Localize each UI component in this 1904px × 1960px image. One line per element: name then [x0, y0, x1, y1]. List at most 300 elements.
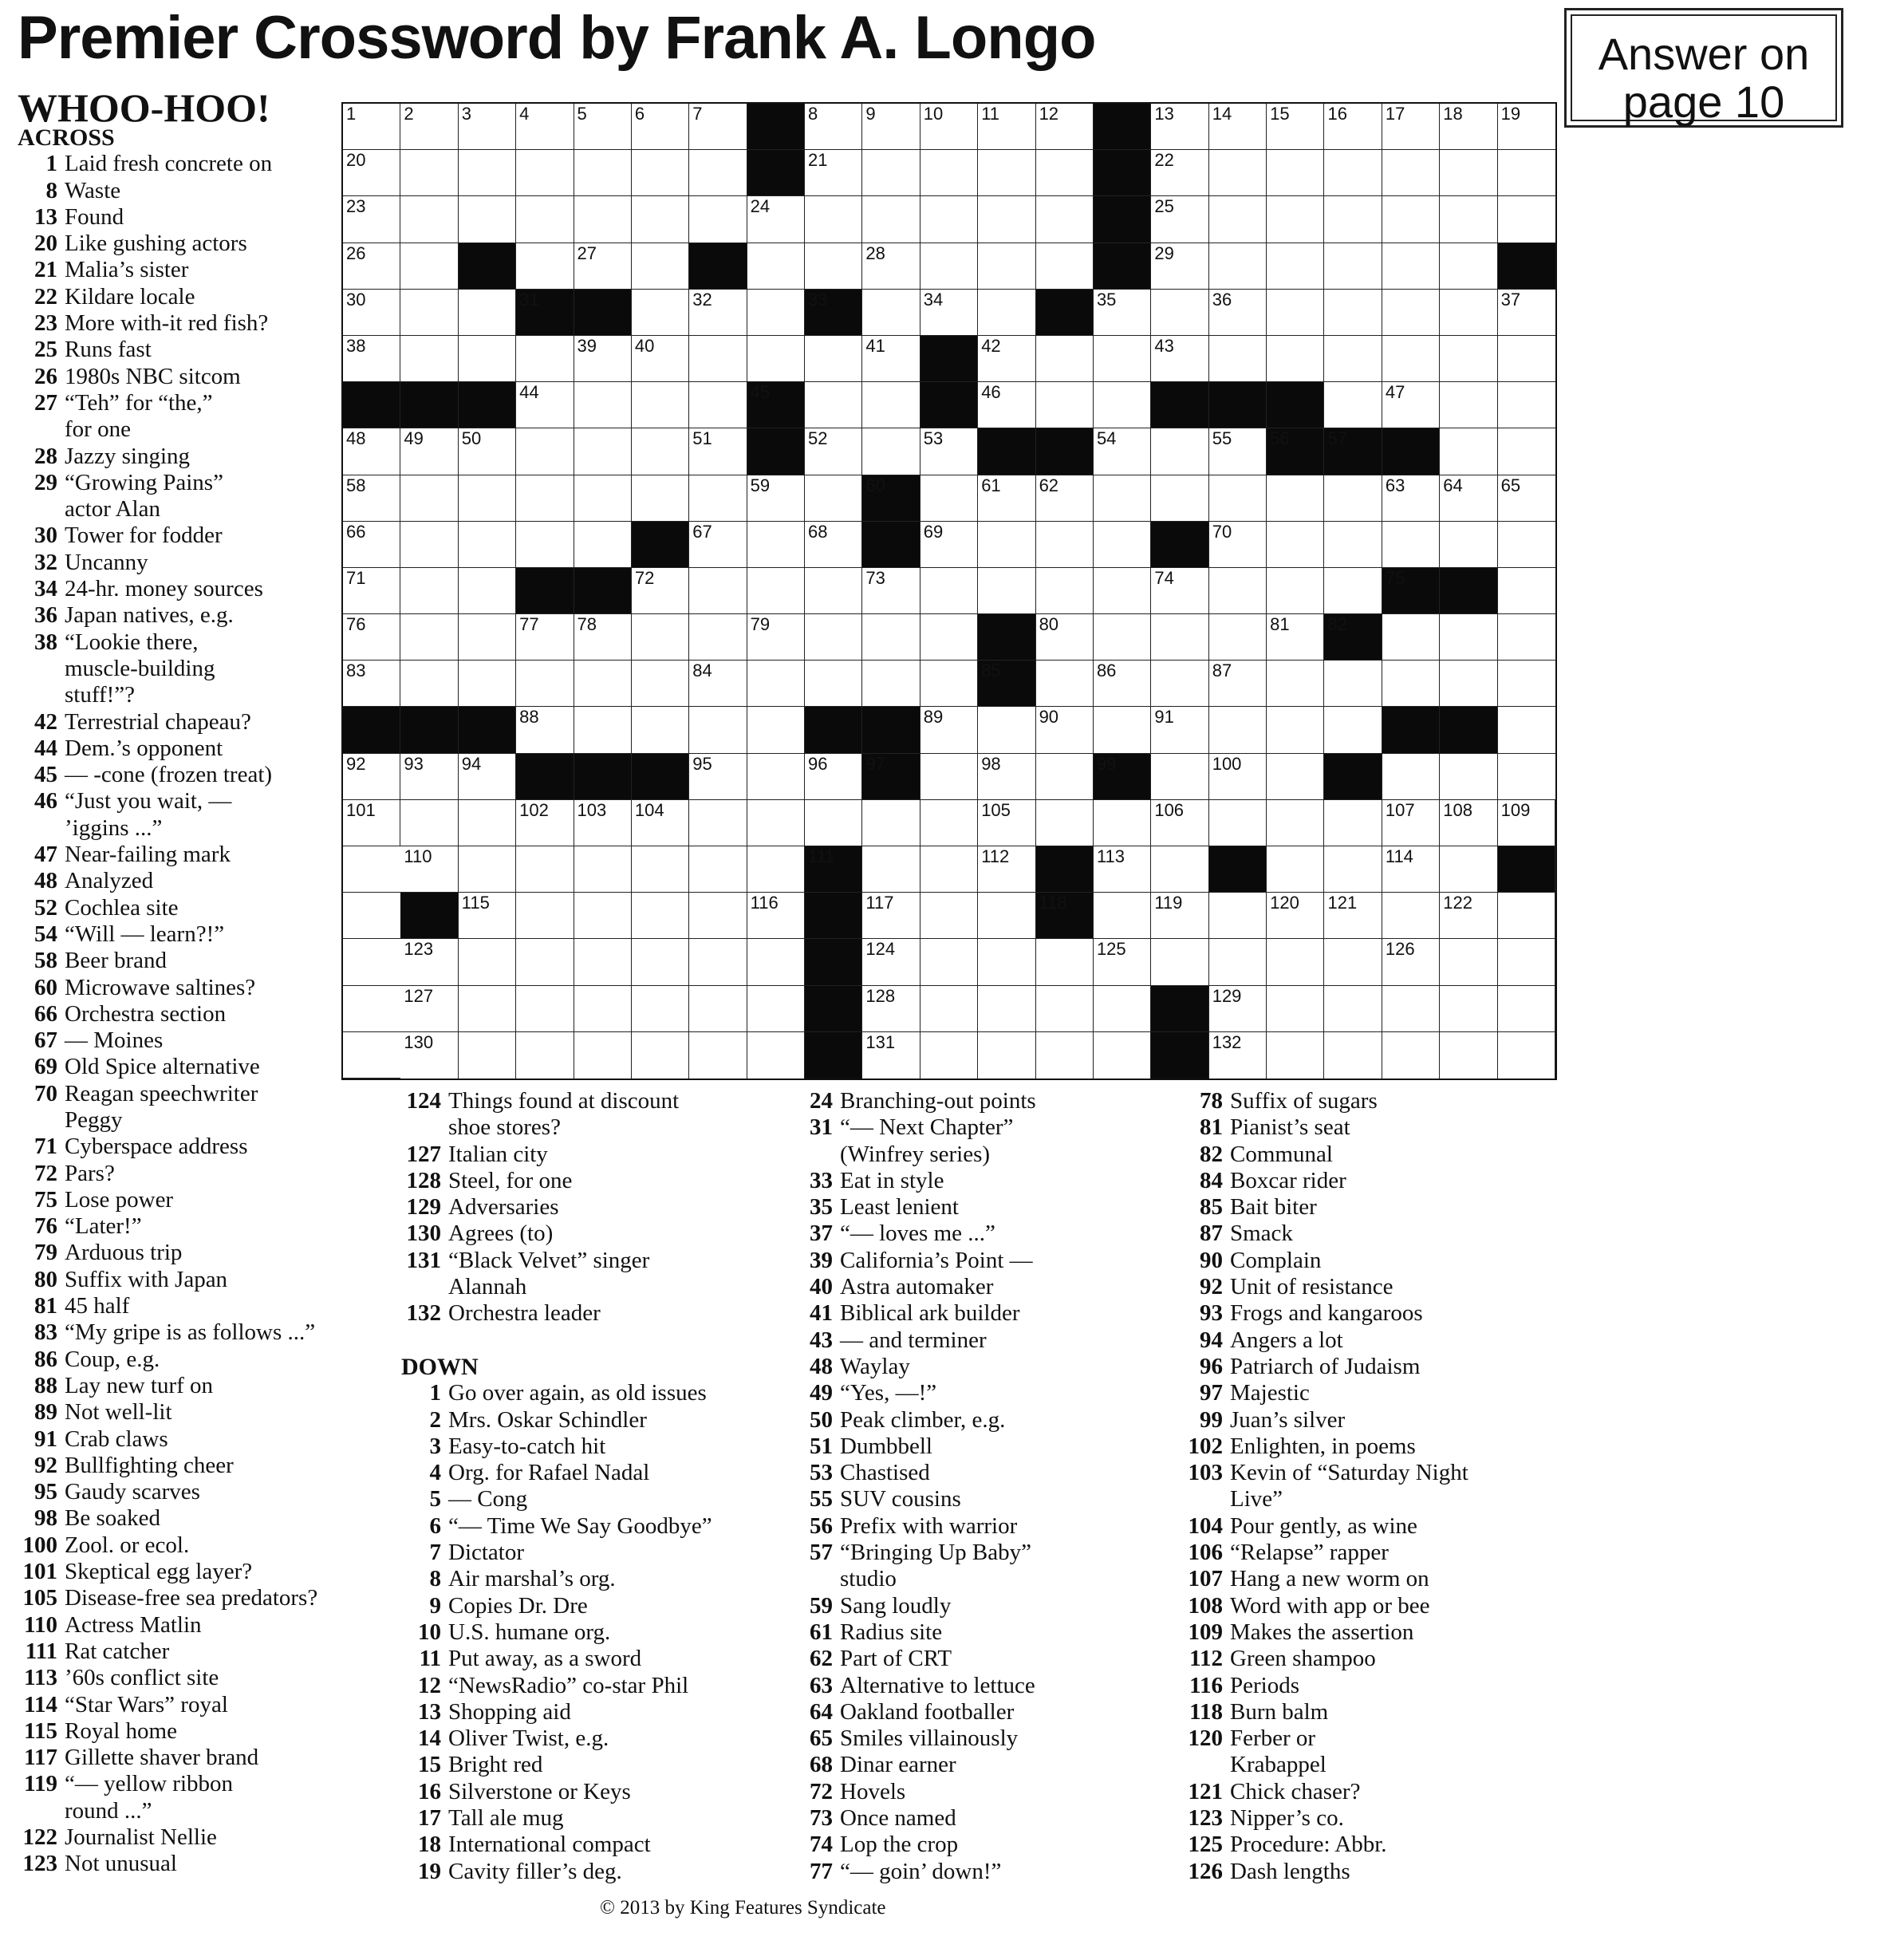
grid-cell[interactable] — [516, 1032, 574, 1079]
grid-cell[interactable] — [1382, 150, 1440, 196]
grid-cell[interactable] — [1324, 104, 1382, 150]
grid-cell[interactable] — [1151, 754, 1208, 800]
grid-cell[interactable] — [632, 104, 689, 150]
grid-cell[interactable] — [1382, 800, 1440, 846]
grid-cell[interactable] — [978, 243, 1035, 290]
grid-cell[interactable] — [1094, 336, 1151, 382]
grid-cell[interactable] — [632, 614, 689, 661]
grid-cell[interactable] — [1267, 150, 1324, 196]
grid-cell[interactable] — [343, 336, 400, 382]
grid-cell[interactable] — [1440, 428, 1497, 475]
grid-cell[interactable] — [862, 428, 920, 475]
grid-cell[interactable] — [1267, 614, 1324, 661]
grid-cell[interactable] — [689, 939, 747, 985]
grid-cell[interactable] — [516, 893, 574, 939]
grid-cell[interactable] — [459, 800, 516, 846]
grid-cell[interactable] — [920, 243, 978, 290]
grid-cell[interactable] — [632, 475, 689, 522]
grid-cell[interactable] — [1209, 336, 1267, 382]
grid-cell[interactable] — [1036, 707, 1094, 753]
grid-cell[interactable] — [343, 986, 400, 1032]
grid-cell[interactable] — [632, 243, 689, 290]
grid-cell[interactable] — [459, 1032, 516, 1079]
grid-cell[interactable] — [1440, 846, 1497, 893]
grid-cell[interactable] — [978, 196, 1035, 243]
grid-cell[interactable] — [574, 614, 632, 661]
grid-cell[interactable] — [1036, 243, 1094, 290]
grid-cell[interactable] — [1094, 846, 1151, 893]
grid-cell[interactable] — [574, 243, 632, 290]
grid-cell[interactable] — [978, 475, 1035, 522]
grid-cell[interactable] — [1498, 754, 1555, 800]
grid-cell[interactable] — [459, 475, 516, 522]
grid-cell[interactable] — [459, 522, 516, 568]
grid-cell[interactable] — [1036, 522, 1094, 568]
grid-cell[interactable] — [1267, 196, 1324, 243]
grid-cell[interactable] — [1151, 707, 1208, 753]
grid-cell[interactable] — [862, 661, 920, 707]
grid-cell[interactable] — [1036, 382, 1094, 428]
grid-cell[interactable] — [1267, 754, 1324, 800]
grid-cell[interactable] — [920, 986, 978, 1032]
grid-cell[interactable] — [978, 104, 1035, 150]
grid-cell[interactable] — [1036, 150, 1094, 196]
grid-cell[interactable] — [862, 104, 920, 150]
grid-cell[interactable] — [689, 661, 747, 707]
grid-cell[interactable] — [1498, 336, 1555, 382]
grid-cell[interactable] — [747, 846, 805, 893]
grid-cell[interactable] — [459, 893, 516, 939]
grid-cell[interactable] — [1209, 614, 1267, 661]
grid-cell[interactable] — [516, 800, 574, 846]
grid-cell[interactable] — [862, 150, 920, 196]
grid-cell[interactable] — [689, 846, 747, 893]
grid-cell[interactable] — [920, 196, 978, 243]
grid-cell[interactable] — [920, 846, 978, 893]
grid-cell[interactable] — [862, 986, 920, 1032]
grid-cell[interactable] — [747, 800, 805, 846]
grid-cell[interactable] — [516, 104, 574, 150]
grid-cell[interactable] — [459, 428, 516, 475]
grid-cell[interactable] — [747, 614, 805, 661]
grid-cell[interactable] — [1036, 336, 1094, 382]
grid-cell[interactable] — [1382, 104, 1440, 150]
grid-cell[interactable] — [978, 846, 1035, 893]
grid-cell[interactable] — [1498, 986, 1555, 1032]
grid-cell[interactable] — [400, 800, 458, 846]
grid-cell[interactable] — [632, 846, 689, 893]
grid-cell[interactable] — [1036, 661, 1094, 707]
grid-cell[interactable] — [1209, 661, 1267, 707]
grid-cell[interactable] — [516, 382, 574, 428]
grid-cell[interactable] — [920, 661, 978, 707]
grid-cell[interactable] — [689, 428, 747, 475]
grid-cell[interactable] — [978, 893, 1035, 939]
grid-cell[interactable] — [1094, 522, 1151, 568]
grid-cell[interactable] — [689, 522, 747, 568]
grid-cell[interactable] — [1036, 475, 1094, 522]
grid-cell[interactable] — [632, 939, 689, 985]
grid-cell[interactable] — [978, 939, 1035, 985]
grid-cell[interactable] — [574, 986, 632, 1032]
grid-cell[interactable] — [459, 336, 516, 382]
grid-cell[interactable] — [574, 1032, 632, 1079]
grid-cell[interactable] — [1324, 150, 1382, 196]
grid-cell[interactable] — [574, 707, 632, 753]
grid-cell[interactable] — [400, 290, 458, 336]
grid-cell[interactable] — [1498, 290, 1555, 336]
grid-cell[interactable] — [1094, 290, 1151, 336]
grid-cell[interactable] — [1094, 475, 1151, 522]
grid-cell[interactable] — [862, 290, 920, 336]
grid-cell[interactable] — [1498, 661, 1555, 707]
grid-cell[interactable] — [747, 707, 805, 753]
grid-cell[interactable] — [689, 104, 747, 150]
grid-cell[interactable] — [1151, 428, 1208, 475]
grid-cell[interactable] — [459, 754, 516, 800]
grid-cell[interactable] — [747, 568, 805, 614]
grid-cell[interactable] — [1440, 986, 1497, 1032]
grid-cell[interactable] — [689, 893, 747, 939]
grid-cell[interactable] — [1151, 614, 1208, 661]
grid-cell[interactable] — [1151, 243, 1208, 290]
grid-cell[interactable] — [747, 1032, 805, 1079]
grid-cell[interactable] — [1498, 614, 1555, 661]
grid-cell[interactable] — [1498, 707, 1555, 753]
grid-cell[interactable] — [1267, 707, 1324, 753]
grid-cell[interactable] — [920, 522, 978, 568]
grid-cell[interactable] — [516, 522, 574, 568]
grid-cell[interactable] — [632, 196, 689, 243]
grid-cell[interactable] — [343, 893, 400, 939]
grid-cell[interactable] — [400, 428, 458, 475]
grid-cell[interactable] — [1440, 800, 1497, 846]
grid-cell[interactable] — [805, 522, 862, 568]
grid-cell[interactable] — [516, 846, 574, 893]
grid-cell[interactable] — [747, 290, 805, 336]
grid-cell[interactable] — [1209, 939, 1267, 985]
grid-cell[interactable] — [1324, 522, 1382, 568]
grid-cell[interactable] — [1151, 800, 1208, 846]
grid-cell[interactable] — [689, 475, 747, 522]
grid-cell[interactable] — [574, 800, 632, 846]
grid-cell[interactable] — [343, 568, 400, 614]
grid-cell[interactable] — [805, 382, 862, 428]
grid-cell[interactable] — [1209, 475, 1267, 522]
grid-cell[interactable] — [1440, 475, 1497, 522]
grid-cell[interactable] — [1094, 382, 1151, 428]
grid-cell[interactable] — [1267, 290, 1324, 336]
grid-cell[interactable] — [1036, 800, 1094, 846]
grid-cell[interactable] — [1440, 893, 1497, 939]
grid-cell[interactable] — [1440, 1032, 1497, 1079]
grid-cell[interactable] — [343, 661, 400, 707]
grid-cell[interactable] — [1267, 939, 1324, 985]
grid-cell[interactable] — [1209, 754, 1267, 800]
grid-cell[interactable] — [1094, 800, 1151, 846]
grid-cell[interactable] — [1036, 754, 1094, 800]
grid-cell[interactable] — [1036, 939, 1094, 985]
grid-cell[interactable] — [805, 800, 862, 846]
grid-cell[interactable] — [1440, 382, 1497, 428]
grid-cell[interactable] — [920, 475, 978, 522]
grid-cell[interactable] — [1267, 568, 1324, 614]
grid-cell[interactable] — [516, 614, 574, 661]
grid-cell[interactable] — [1151, 661, 1208, 707]
grid-cell[interactable] — [516, 661, 574, 707]
grid-cell[interactable] — [1094, 986, 1151, 1032]
grid-cell[interactable] — [805, 475, 862, 522]
grid-cell[interactable] — [574, 846, 632, 893]
grid-cell[interactable] — [747, 475, 805, 522]
grid-cell[interactable] — [632, 986, 689, 1032]
grid-cell[interactable] — [920, 614, 978, 661]
grid-cell[interactable] — [343, 475, 400, 522]
grid-cell[interactable] — [1267, 336, 1324, 382]
grid-cell[interactable] — [1267, 800, 1324, 846]
grid-cell[interactable] — [1440, 243, 1497, 290]
grid-cell[interactable] — [978, 800, 1035, 846]
grid-cell[interactable] — [920, 290, 978, 336]
grid-cell[interactable] — [1440, 661, 1497, 707]
grid-cell[interactable] — [1151, 336, 1208, 382]
grid-cell[interactable] — [1209, 1032, 1267, 1079]
grid-cell[interactable] — [978, 290, 1035, 336]
grid-cell[interactable] — [343, 1032, 400, 1079]
grid-cell[interactable] — [1382, 382, 1440, 428]
grid-cell[interactable] — [978, 522, 1035, 568]
grid-cell[interactable] — [1209, 800, 1267, 846]
grid-cell[interactable] — [1498, 196, 1555, 243]
grid-cell[interactable] — [920, 568, 978, 614]
grid-cell[interactable] — [1440, 196, 1497, 243]
grid-cell[interactable] — [978, 986, 1035, 1032]
grid-cell[interactable] — [1440, 522, 1497, 568]
grid-cell[interactable] — [1151, 893, 1208, 939]
grid-cell[interactable] — [516, 475, 574, 522]
grid-cell[interactable] — [862, 243, 920, 290]
grid-cell[interactable] — [747, 986, 805, 1032]
grid-cell[interactable] — [1094, 939, 1151, 985]
grid-cell[interactable] — [1324, 661, 1382, 707]
grid-cell[interactable] — [805, 614, 862, 661]
grid-cell[interactable] — [978, 336, 1035, 382]
grid-cell[interactable] — [400, 336, 458, 382]
grid-cell[interactable] — [1498, 150, 1555, 196]
grid-cell[interactable] — [574, 893, 632, 939]
grid-cell[interactable] — [1094, 893, 1151, 939]
grid-cell[interactable] — [459, 846, 516, 893]
grid-cell[interactable] — [516, 707, 574, 753]
grid-cell[interactable] — [747, 522, 805, 568]
grid-cell[interactable] — [1382, 754, 1440, 800]
grid-cell[interactable] — [1382, 661, 1440, 707]
grid-cell[interactable] — [516, 939, 574, 985]
grid-cell[interactable] — [400, 614, 458, 661]
grid-cell[interactable] — [689, 614, 747, 661]
grid-cell[interactable] — [574, 939, 632, 985]
grid-cell[interactable] — [632, 382, 689, 428]
grid-cell[interactable] — [1382, 986, 1440, 1032]
grid-cell[interactable] — [516, 428, 574, 475]
grid-cell[interactable] — [862, 846, 920, 893]
grid-cell[interactable] — [1324, 707, 1382, 753]
grid-cell[interactable] — [516, 150, 574, 196]
grid-cell[interactable] — [689, 290, 747, 336]
grid-cell[interactable] — [978, 382, 1035, 428]
grid-cell[interactable] — [1267, 661, 1324, 707]
grid-cell[interactable] — [574, 104, 632, 150]
grid-cell[interactable] — [1267, 522, 1324, 568]
grid-cell[interactable] — [1267, 986, 1324, 1032]
grid-cell[interactable] — [632, 1032, 689, 1079]
grid-cell[interactable] — [1036, 196, 1094, 243]
grid-cell[interactable] — [862, 382, 920, 428]
grid-cell[interactable] — [1382, 893, 1440, 939]
grid-cell[interactable] — [1498, 428, 1555, 475]
grid-cell[interactable] — [632, 290, 689, 336]
grid-cell[interactable] — [1209, 243, 1267, 290]
grid-cell[interactable] — [862, 196, 920, 243]
grid-cell[interactable] — [1151, 196, 1208, 243]
grid-cell[interactable] — [1094, 428, 1151, 475]
grid-cell[interactable] — [689, 150, 747, 196]
grid-cell[interactable] — [1151, 475, 1208, 522]
grid-cell[interactable] — [632, 893, 689, 939]
grid-cell[interactable] — [1382, 846, 1440, 893]
grid-cell[interactable] — [1498, 568, 1555, 614]
grid-cell[interactable] — [1209, 707, 1267, 753]
grid-cell[interactable] — [920, 893, 978, 939]
grid-cell[interactable] — [920, 939, 978, 985]
grid-cell[interactable] — [1036, 568, 1094, 614]
grid-cell[interactable] — [747, 243, 805, 290]
grid-cell[interactable] — [1209, 893, 1267, 939]
grid-cell[interactable] — [920, 800, 978, 846]
grid-cell[interactable] — [1267, 104, 1324, 150]
grid-cell[interactable] — [978, 150, 1035, 196]
grid-cell[interactable] — [920, 150, 978, 196]
grid-cell[interactable] — [632, 336, 689, 382]
grid-cell[interactable] — [689, 754, 747, 800]
grid-cell[interactable] — [1151, 846, 1208, 893]
grid-cell[interactable] — [574, 336, 632, 382]
grid-cell[interactable] — [632, 800, 689, 846]
grid-cell[interactable] — [1382, 196, 1440, 243]
grid-cell[interactable] — [1036, 614, 1094, 661]
grid-cell[interactable] — [1267, 475, 1324, 522]
grid-cell[interactable] — [343, 243, 400, 290]
grid-cell[interactable] — [1209, 150, 1267, 196]
grid-cell[interactable] — [400, 754, 458, 800]
grid-cell[interactable] — [862, 939, 920, 985]
grid-cell[interactable] — [920, 707, 978, 753]
grid-cell[interactable] — [516, 243, 574, 290]
grid-cell[interactable] — [805, 243, 862, 290]
grid-cell[interactable] — [574, 382, 632, 428]
grid-cell[interactable] — [862, 1032, 920, 1079]
grid-cell[interactable] — [459, 939, 516, 985]
grid-cell[interactable] — [459, 196, 516, 243]
grid-cell[interactable] — [805, 568, 862, 614]
grid-cell[interactable] — [1267, 846, 1324, 893]
grid-cell[interactable] — [400, 846, 458, 893]
grid-cell[interactable] — [1209, 104, 1267, 150]
grid-cell[interactable] — [632, 707, 689, 753]
grid-cell[interactable] — [1324, 475, 1382, 522]
grid-cell[interactable] — [400, 243, 458, 290]
grid-cell[interactable] — [343, 196, 400, 243]
grid-cell[interactable] — [400, 568, 458, 614]
grid-cell[interactable] — [574, 196, 632, 243]
grid-cell[interactable] — [400, 939, 458, 985]
grid-cell[interactable] — [574, 475, 632, 522]
grid-cell[interactable] — [400, 150, 458, 196]
grid-cell[interactable] — [920, 1032, 978, 1079]
grid-cell[interactable] — [978, 707, 1035, 753]
grid-cell[interactable] — [1498, 800, 1555, 846]
grid-cell[interactable] — [1382, 475, 1440, 522]
grid-cell[interactable] — [1094, 568, 1151, 614]
grid-cell[interactable] — [1267, 1032, 1324, 1079]
grid-cell[interactable] — [1382, 243, 1440, 290]
grid-cell[interactable] — [343, 754, 400, 800]
grid-cell[interactable] — [1324, 939, 1382, 985]
grid-cell[interactable] — [400, 475, 458, 522]
grid-cell[interactable] — [516, 986, 574, 1032]
grid-cell[interactable] — [343, 939, 400, 985]
grid-cell[interactable] — [1267, 243, 1324, 290]
grid-cell[interactable] — [632, 568, 689, 614]
grid-cell[interactable] — [574, 428, 632, 475]
grid-cell[interactable] — [459, 986, 516, 1032]
grid-cell[interactable] — [1324, 1032, 1382, 1079]
grid-cell[interactable] — [862, 614, 920, 661]
grid-cell[interactable] — [805, 754, 862, 800]
grid-cell[interactable] — [689, 800, 747, 846]
grid-cell[interactable] — [1440, 336, 1497, 382]
grid-cell[interactable] — [632, 661, 689, 707]
grid-cell[interactable] — [400, 1032, 458, 1079]
grid-cell[interactable] — [343, 104, 400, 150]
grid-cell[interactable] — [459, 614, 516, 661]
grid-cell[interactable] — [747, 196, 805, 243]
grid-cell[interactable] — [689, 986, 747, 1032]
grid-cell[interactable] — [400, 522, 458, 568]
grid-cell[interactable] — [1209, 986, 1267, 1032]
grid-cell[interactable] — [1440, 614, 1497, 661]
grid-cell[interactable] — [1440, 150, 1497, 196]
grid-cell[interactable] — [920, 754, 978, 800]
grid-cell[interactable] — [343, 150, 400, 196]
grid-cell[interactable] — [1324, 336, 1382, 382]
grid-cell[interactable] — [1209, 428, 1267, 475]
grid-cell[interactable] — [1324, 800, 1382, 846]
grid-cell[interactable] — [862, 800, 920, 846]
grid-cell[interactable] — [747, 939, 805, 985]
grid-cell[interactable] — [343, 846, 400, 893]
grid-cell[interactable] — [1267, 893, 1324, 939]
grid-cell[interactable] — [516, 196, 574, 243]
grid-cell[interactable] — [689, 707, 747, 753]
grid-cell[interactable] — [805, 104, 862, 150]
grid-cell[interactable] — [1324, 893, 1382, 939]
grid-cell[interactable] — [805, 196, 862, 243]
grid-cell[interactable] — [1094, 707, 1151, 753]
grid-cell[interactable] — [747, 893, 805, 939]
grid-cell[interactable] — [459, 104, 516, 150]
grid-cell[interactable] — [862, 336, 920, 382]
